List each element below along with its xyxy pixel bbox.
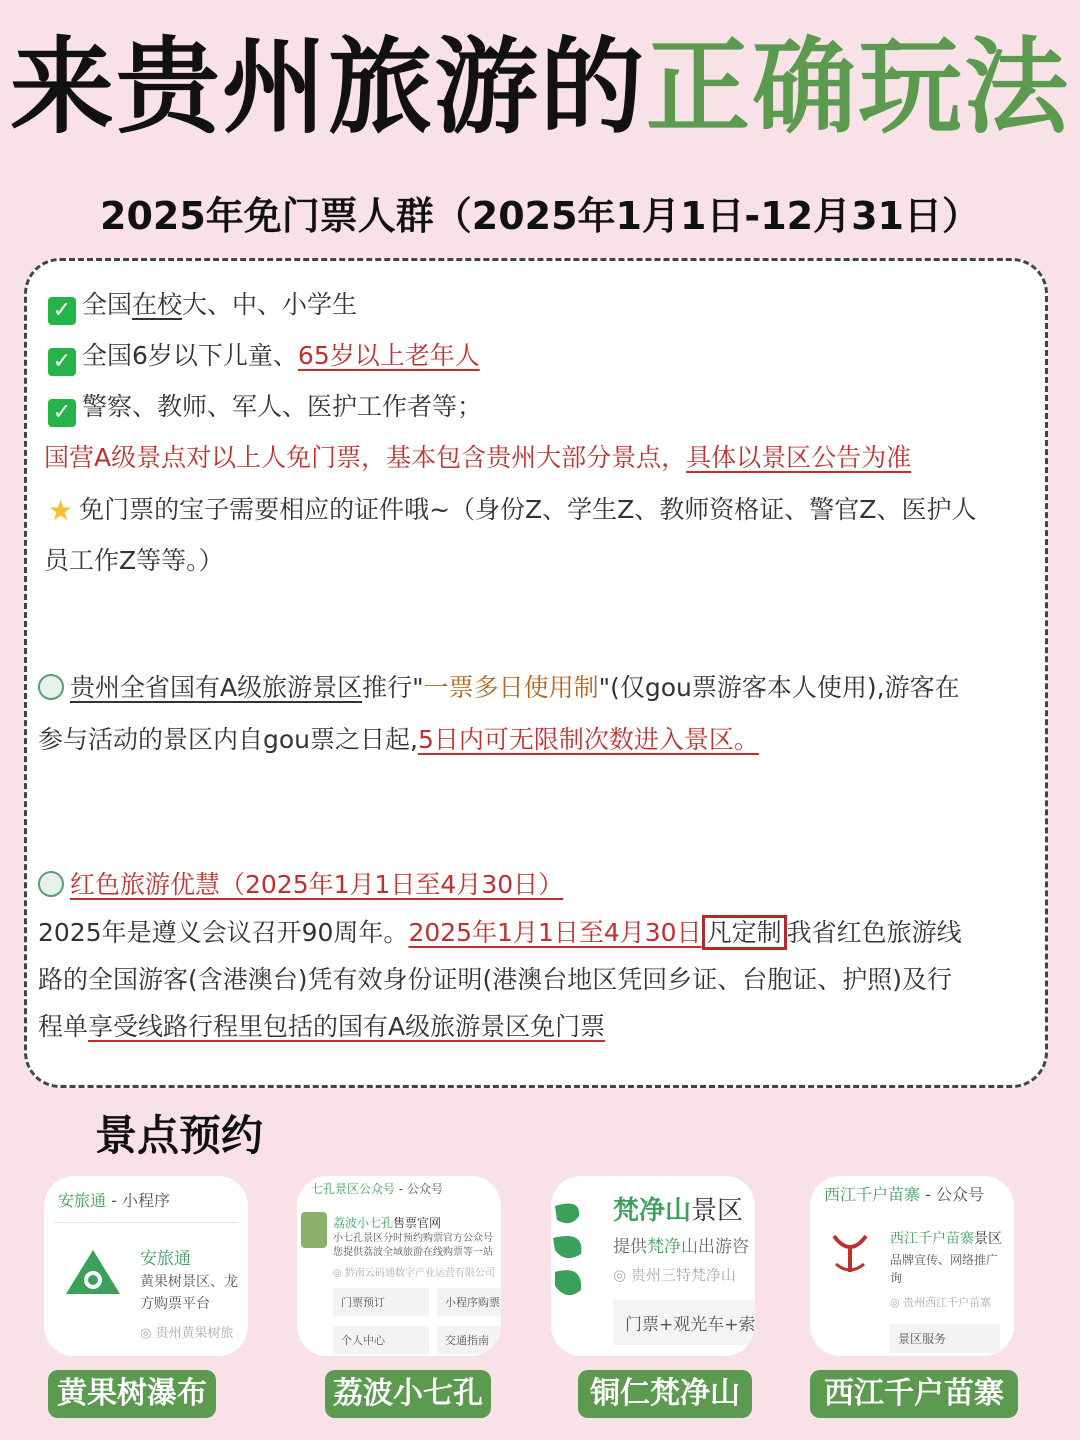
booking-card-anlvtong[interactable]: 安旅通 - 小程序 安旅通 黄果树景区、龙 方购票平台 ◎ 贵州黄果树旅 [44,1176,248,1356]
divider [54,1222,238,1223]
ticket-package-button[interactable]: 门票+观光车+索 [613,1300,755,1345]
card-header: 西江千户苗寨 - 公众号 [824,1185,984,1204]
check-icon: ✓ [48,348,76,376]
label-fanjingshan: 铜仁梵净山 [578,1370,752,1418]
traffic-guide-button[interactable]: 交通指南 [437,1326,501,1354]
multi-day-line2: 参与活动的景区内自gou票之日起,5日内可无限制次数进入景区。 [38,725,759,754]
title-part1: 来贵州旅游的 [9,26,646,148]
mini-program-button[interactable]: 小程序购票 [437,1288,501,1316]
red-tourism-line2: 路的全国游客(含港澳台)凭有效身份证明(港澳台地区凭回乡证、台胞证、护照)及行 [38,965,953,994]
star-icon: ★ [48,494,74,527]
free-group-item-1: ✓ 全国在校大、中、小学生 [48,287,357,325]
circle-bullet-icon [38,674,64,700]
label-libo: 荔波小七孔 [325,1370,491,1418]
scenic-service-button[interactable]: 景区服务 [890,1324,1000,1353]
card-header: 七孔景区公众号 - 公众号 [311,1182,443,1196]
free-notice: 国营A级景点对以上人免门票，基本包含贵州大部分景点，具体以景区公告为准 [44,443,912,472]
multi-day-line1: 贵州全省国有A级旅游景区推行"一票多日使用制"(仅gou票游客本人使用),游客在 [38,670,960,706]
free-group-item-2: ✓ 全国6岁以下儿童、65岁以上老年人 [48,338,480,376]
fanjingshan-logo-icon [551,1198,587,1308]
page-title [0,22,1080,152]
personal-center-button[interactable]: 个人中心 [333,1326,429,1354]
booking-section-title: 景点预约 [95,1111,264,1160]
check-icon: ✓ [48,297,76,325]
xijiang-logo-icon [824,1228,876,1280]
check-icon: ✓ [48,399,76,427]
circle-bullet-icon [38,871,64,897]
red-tourism-line3: 程单享受线路行程里包括的国有A级旅游景区免门票 [38,1012,606,1041]
anlvtong-logo-icon [64,1248,122,1296]
booking-card-xijiang[interactable]: 西江千户苗寨 - 公众号 西江千户苗寨景区 品牌宣传、网络推广 询 ◎ 贵州西江千户苗寨 景区服务 [810,1176,1014,1356]
page-subtitle: 2025年免门票人群（2025年1月1日-12月31日） [100,194,980,238]
libo-thumbnail-image [301,1212,327,1248]
card-header: 安旅通 - 小程序 [58,1191,170,1210]
free-group-item-3: ✓ 警察、教师、军人、医护工作者等； [48,389,482,427]
red-tourism-heading: 红色旅游优慧（2025年1月1日至4月30日） [38,867,563,903]
booking-card-fanjingshan[interactable]: 梵净山景区 提供梵净山出游咨 ◎ 贵州三特梵净山 门票+观光车+索 [551,1176,755,1356]
booking-card-libo[interactable]: 七孔景区公众号 - 公众号 荔波小七孔售票官网 小七孔景区分时预约购票官方公众号 您提供荔波全域旅游在线购票等一站 ◎ 黔南云码通数字产业运营有限公司 门票预订 小程序购票 个人中心 交通指南 [297,1176,501,1356]
id-tip-line1: ★ 免门票的宝子需要相应的证件哦~（身份Z、学生Z、教师资格证、警官Z、医护人 [48,494,977,527]
id-tip-line2: 员工作Z等等。） [44,546,224,575]
red-tourism-line1: 2025年是遵义会议召开90周年。2025年1月1日至4月30日 凡定制 我省红色旅游线 [38,915,962,951]
label-xijiang: 西江千户苗寨 [810,1370,1018,1418]
ticket-booking-button[interactable]: 门票预订 [333,1288,429,1316]
title-part2: 正确玩法 [646,26,1071,148]
label-huangguoshu: 黄果树瀑布 [48,1370,216,1418]
